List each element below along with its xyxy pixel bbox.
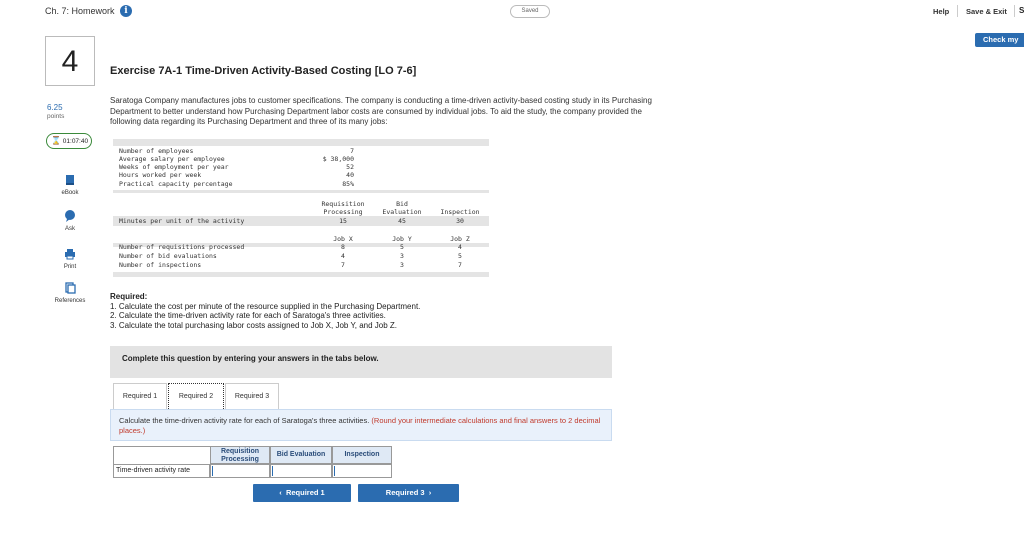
table-row-label: Hours worked per week bbox=[119, 171, 202, 179]
divider bbox=[1014, 5, 1015, 17]
table-row-label: Number of employees bbox=[119, 147, 194, 155]
table-cell: 5 bbox=[400, 243, 404, 251]
instruction-text: Calculate the time-driven activity rate for each of Saratoga's three activities. bbox=[119, 416, 370, 425]
blank-corner bbox=[113, 446, 210, 464]
points-value: 6.25 bbox=[47, 103, 63, 112]
chat-icon bbox=[64, 210, 76, 222]
column-header: Bid Evaluation bbox=[270, 446, 332, 464]
column-header: Inspection bbox=[332, 446, 392, 464]
tab-required-2[interactable]: Required 2 bbox=[168, 383, 224, 409]
prev-label: Required 1 bbox=[285, 488, 325, 497]
table-cell: 7 bbox=[458, 261, 462, 269]
breadcrumb[interactable]: Ch. 7: Homework bbox=[45, 6, 115, 16]
references-icon bbox=[64, 282, 76, 294]
table-cell: 40 bbox=[346, 171, 354, 179]
complete-prompt: Complete this question by entering your answers in the tabs below. bbox=[110, 346, 612, 378]
table-cell: 3 bbox=[400, 261, 404, 269]
instruction-panel bbox=[110, 409, 612, 441]
table-cell: 8 bbox=[341, 243, 345, 251]
table-row-label: Minutes per unit of the activity bbox=[119, 217, 245, 225]
sidebar-item-label: eBook bbox=[61, 190, 79, 196]
required-item: 2. Calculate the time-driven activity rate for each of Saratoga's three activities. bbox=[110, 311, 386, 320]
table-cell: 85% bbox=[342, 180, 354, 188]
exercise-title: Exercise 7A-1 Time-Driven Activity-Based Costing [LO 7-6] bbox=[110, 65, 417, 77]
column-header: Job Y bbox=[392, 235, 412, 243]
tab-required-1[interactable]: Required 1 bbox=[113, 383, 167, 409]
input-cursor bbox=[334, 466, 335, 476]
required-section bbox=[110, 292, 420, 330]
tab-required-3[interactable]: Required 3 bbox=[225, 383, 279, 409]
column-header: Bid Evaluation bbox=[382, 200, 422, 216]
column-header: Job Z bbox=[450, 235, 470, 243]
required-item: 1. Calculate the cost per minute of the resource supplied in the Purchasing Department. bbox=[110, 301, 421, 311]
input-cursor bbox=[212, 466, 213, 476]
sidebar-item-label: References bbox=[54, 298, 86, 304]
table-row-label: Number of inspections bbox=[119, 261, 202, 269]
submit-link[interactable]: S bbox=[1019, 6, 1024, 15]
points-label: points bbox=[47, 113, 65, 120]
table-row-label: Weeks of employment per year bbox=[119, 163, 229, 171]
column-header: Requisition Processing bbox=[210, 446, 270, 464]
table-band bbox=[113, 190, 489, 193]
table-row-label: Average salary per employee bbox=[119, 155, 225, 163]
check-my-work-button[interactable]: Check my bbox=[975, 33, 1024, 47]
save-exit-link[interactable]: Save & Exit bbox=[966, 7, 1007, 16]
required-item: 3. Calculate the total purchasing labor costs assigned to Job X, Job Y, and Job Z. bbox=[110, 320, 397, 330]
instruction-note: (Round your intermediate calculations and final answers to 2 decimal places.) bbox=[119, 416, 601, 435]
table-cell: 3 bbox=[400, 252, 404, 260]
help-link[interactable]: Help bbox=[933, 7, 950, 16]
column-header: Inspection bbox=[440, 208, 480, 216]
info-icon[interactable]: i bbox=[120, 5, 132, 17]
rate-input-requisition[interactable] bbox=[210, 464, 270, 478]
column-header: Job X bbox=[333, 235, 353, 243]
table-cell: $ 38,000 bbox=[322, 155, 354, 163]
timer bbox=[46, 133, 92, 149]
table-cell: 4 bbox=[458, 243, 462, 251]
timer-value: 01:07:40 bbox=[62, 138, 89, 145]
column-header: Requisition Processing bbox=[321, 200, 365, 216]
chevron-right-icon: › bbox=[424, 488, 432, 497]
chevron-left-icon: ‹ bbox=[279, 488, 286, 497]
rate-input-inspection[interactable] bbox=[332, 464, 392, 478]
hourglass-icon: ⌛ bbox=[51, 136, 61, 145]
table-band bbox=[113, 272, 489, 277]
book-icon bbox=[64, 174, 76, 186]
sidebar-item-ask[interactable] bbox=[45, 210, 95, 232]
sidebar-item-label: Print bbox=[63, 264, 77, 270]
table-cell: 7 bbox=[341, 261, 345, 269]
required-heading: Required: bbox=[110, 292, 148, 301]
table-band bbox=[113, 139, 489, 146]
question-number: 4 bbox=[45, 36, 95, 86]
row-label: Time-driven activity rate bbox=[113, 464, 210, 478]
sidebar-item-ebook[interactable] bbox=[45, 174, 95, 196]
printer-icon bbox=[64, 248, 76, 260]
table-cell: 45 bbox=[398, 217, 406, 225]
table-cell: 30 bbox=[456, 217, 464, 225]
table-row-label: Practical capacity percentage bbox=[119, 180, 233, 188]
table-cell: 5 bbox=[458, 252, 462, 260]
next-label: Required 3 bbox=[385, 488, 425, 497]
table-cell: 15 bbox=[339, 217, 347, 225]
next-required-button[interactable] bbox=[358, 484, 459, 502]
sidebar-item-references[interactable] bbox=[45, 282, 95, 304]
table-row-label: Number of requisitions processed bbox=[119, 243, 245, 251]
divider bbox=[957, 5, 958, 17]
sidebar-item-print[interactable] bbox=[45, 248, 95, 270]
saved-status: Saved bbox=[510, 5, 550, 18]
table-cell: 52 bbox=[346, 163, 354, 171]
table-cell: 4 bbox=[341, 252, 345, 260]
sidebar-item-label: Ask bbox=[64, 226, 75, 232]
table-row-label: Number of bid evaluations bbox=[119, 252, 217, 260]
rate-input-bid-evaluation[interactable] bbox=[270, 464, 332, 478]
exercise-intro: Saratoga Company manufactures jobs to customer specifications. The company is conducting a time-driven activity-based costing study in its Purchasing Department to better understand how Purchasing Department labor costs are consumed by individual jobs. To aid the study, the company provided the following data regarding its Purchasing Department and three of its many jobs: bbox=[110, 96, 652, 126]
table-cell: 7 bbox=[350, 147, 354, 155]
input-cursor bbox=[272, 466, 273, 476]
top-bar bbox=[0, 0, 1024, 24]
prev-required-button[interactable] bbox=[253, 484, 351, 502]
